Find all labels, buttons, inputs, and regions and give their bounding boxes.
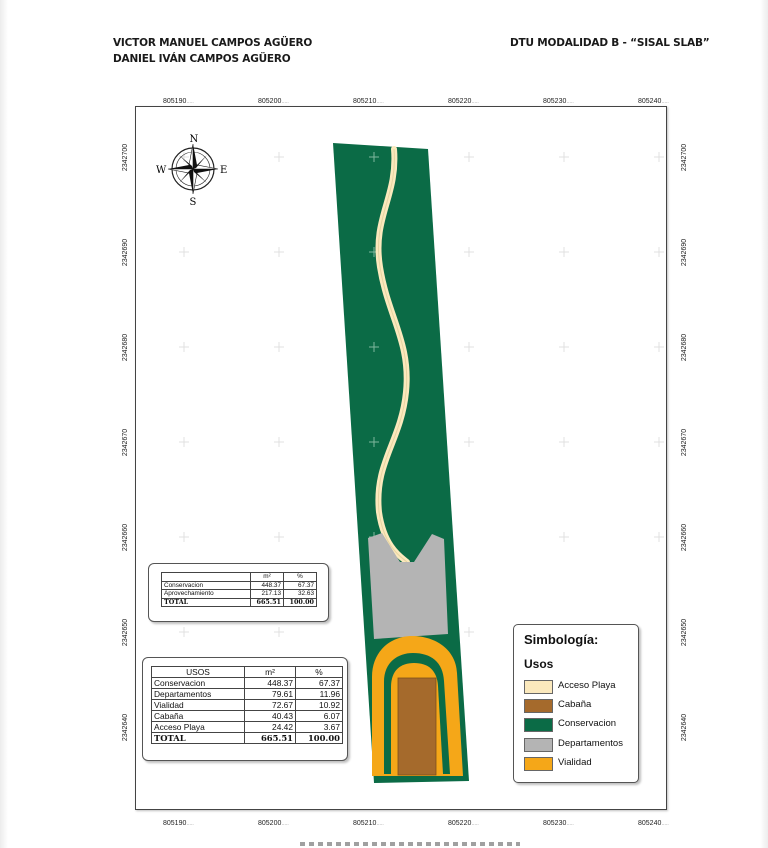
footer-text-fragment	[300, 842, 520, 846]
total-name: TOTAL	[162, 598, 251, 607]
uses-table	[151, 666, 343, 744]
table-row	[162, 590, 317, 599]
row-name: Conservacion	[152, 678, 245, 689]
x-coord-top: 805210.....	[353, 98, 384, 105]
y-coord-left: 2342670	[122, 428, 130, 457]
summary-table	[161, 572, 317, 607]
compass-south-label: S	[189, 197, 197, 208]
total-pct: 100.00	[284, 598, 317, 607]
row-pct: 3.67	[296, 722, 343, 733]
total-pct: 100.00	[296, 733, 343, 744]
legend-subtitle: Usos	[524, 657, 554, 671]
row-pct: 10.92	[296, 700, 343, 711]
table-row	[152, 711, 343, 722]
x-coord-bottom: 805200.....	[258, 820, 289, 827]
map-legend	[513, 624, 639, 783]
legend-swatch	[524, 699, 553, 713]
legend-label: Departamentos	[558, 738, 623, 749]
x-coord-top: 805200.....	[258, 98, 289, 105]
uses-table-card	[142, 657, 348, 761]
row-m2: 448.37	[251, 581, 284, 590]
y-coord-left: 2342650	[122, 618, 130, 647]
row-name: Aprovechamiento	[162, 590, 251, 599]
author-name-2: DANIEL IVÁN CAMPOS AGÜERO	[113, 53, 291, 65]
y-coord-left: 2342700	[122, 143, 130, 172]
zone-cabana	[398, 678, 436, 775]
legend-label: Cabaña	[558, 699, 592, 710]
row-m2: 24.42	[245, 722, 296, 733]
row-name: Departamentos	[152, 689, 245, 700]
uses-header-m2: m²	[245, 667, 296, 678]
total-m2: 665.51	[251, 598, 284, 607]
y-coord-left: 2342660	[122, 523, 130, 552]
x-coord-bottom: 805220.....	[448, 820, 479, 827]
x-coord-bottom: 805230.....	[543, 820, 574, 827]
summary-header-name	[162, 573, 251, 582]
project-title: DTU MODALIDAD B - “SISAL SLAB”	[510, 37, 710, 49]
total-m2: 665.51	[245, 733, 296, 744]
x-coord-bottom: 805210.....	[353, 820, 384, 827]
x-coord-top: 805240.....	[638, 98, 669, 105]
summary-header-m2: m²	[251, 573, 284, 582]
y-coord-right: 2342670	[681, 428, 689, 457]
x-coord-top: 805220.....	[448, 98, 479, 105]
row-pct: 32.63	[284, 590, 317, 599]
legend-swatch	[524, 738, 553, 752]
x-coord-bottom: 805240.....	[638, 820, 669, 827]
x-coord-top: 805190.....	[163, 98, 194, 105]
row-name: Vialidad	[152, 700, 245, 711]
legend-swatch	[524, 718, 553, 732]
compass-west-label: W	[156, 165, 167, 176]
row-pct: 11.96	[296, 689, 343, 700]
y-coord-left: 2342640	[122, 713, 130, 742]
row-name: Conservacion	[162, 581, 251, 590]
y-coord-right: 2342690	[681, 238, 689, 267]
summary-table-card	[148, 563, 329, 622]
y-coord-right: 2342680	[681, 333, 689, 362]
table-row	[152, 700, 343, 711]
table-row	[152, 689, 343, 700]
table-row	[152, 678, 343, 689]
row-m2: 72.67	[245, 700, 296, 711]
y-coord-left: 2342690	[122, 238, 130, 267]
x-coord-top: 805230.....	[543, 98, 574, 105]
uses-header-name: USOS	[152, 667, 245, 678]
y-coord-right: 2342640	[681, 713, 689, 742]
row-pct: 6.07	[296, 711, 343, 722]
uses-header-pct: %	[296, 667, 343, 678]
x-coord-bottom: 805190.....	[163, 820, 194, 827]
legend-label: Vialidad	[558, 757, 592, 768]
table-row	[162, 581, 317, 590]
row-pct: 67.37	[284, 581, 317, 590]
compass-north-label: N	[189, 134, 199, 145]
legend-label: Conservacion	[558, 718, 617, 729]
y-coord-right: 2342650	[681, 618, 689, 647]
table-total-row	[152, 733, 343, 744]
y-coord-left: 2342680	[122, 333, 130, 362]
legend-swatch	[524, 757, 553, 771]
author-name-1: VICTOR MANUEL CAMPOS AGÜERO	[113, 37, 313, 49]
summary-header-pct: %	[284, 573, 317, 582]
compass-rose	[156, 134, 227, 208]
row-m2: 40.43	[245, 711, 296, 722]
row-m2: 79.61	[245, 689, 296, 700]
row-name: Acceso Playa	[152, 722, 245, 733]
compass-east-label: E	[220, 165, 228, 176]
y-coord-right: 2342660	[681, 523, 689, 552]
row-m2: 217.13	[251, 590, 284, 599]
legend-label: Acceso Playa	[558, 680, 616, 691]
y-coord-right: 2342700	[681, 143, 689, 172]
table-total-row	[162, 598, 317, 607]
legend-title: Simbología:	[524, 632, 599, 647]
legend-swatch	[524, 680, 553, 694]
total-name: TOTAL	[152, 733, 245, 744]
row-pct: 67.37	[296, 678, 343, 689]
table-row	[152, 722, 343, 733]
row-m2: 448.37	[245, 678, 296, 689]
row-name: Cabaña	[152, 711, 245, 722]
